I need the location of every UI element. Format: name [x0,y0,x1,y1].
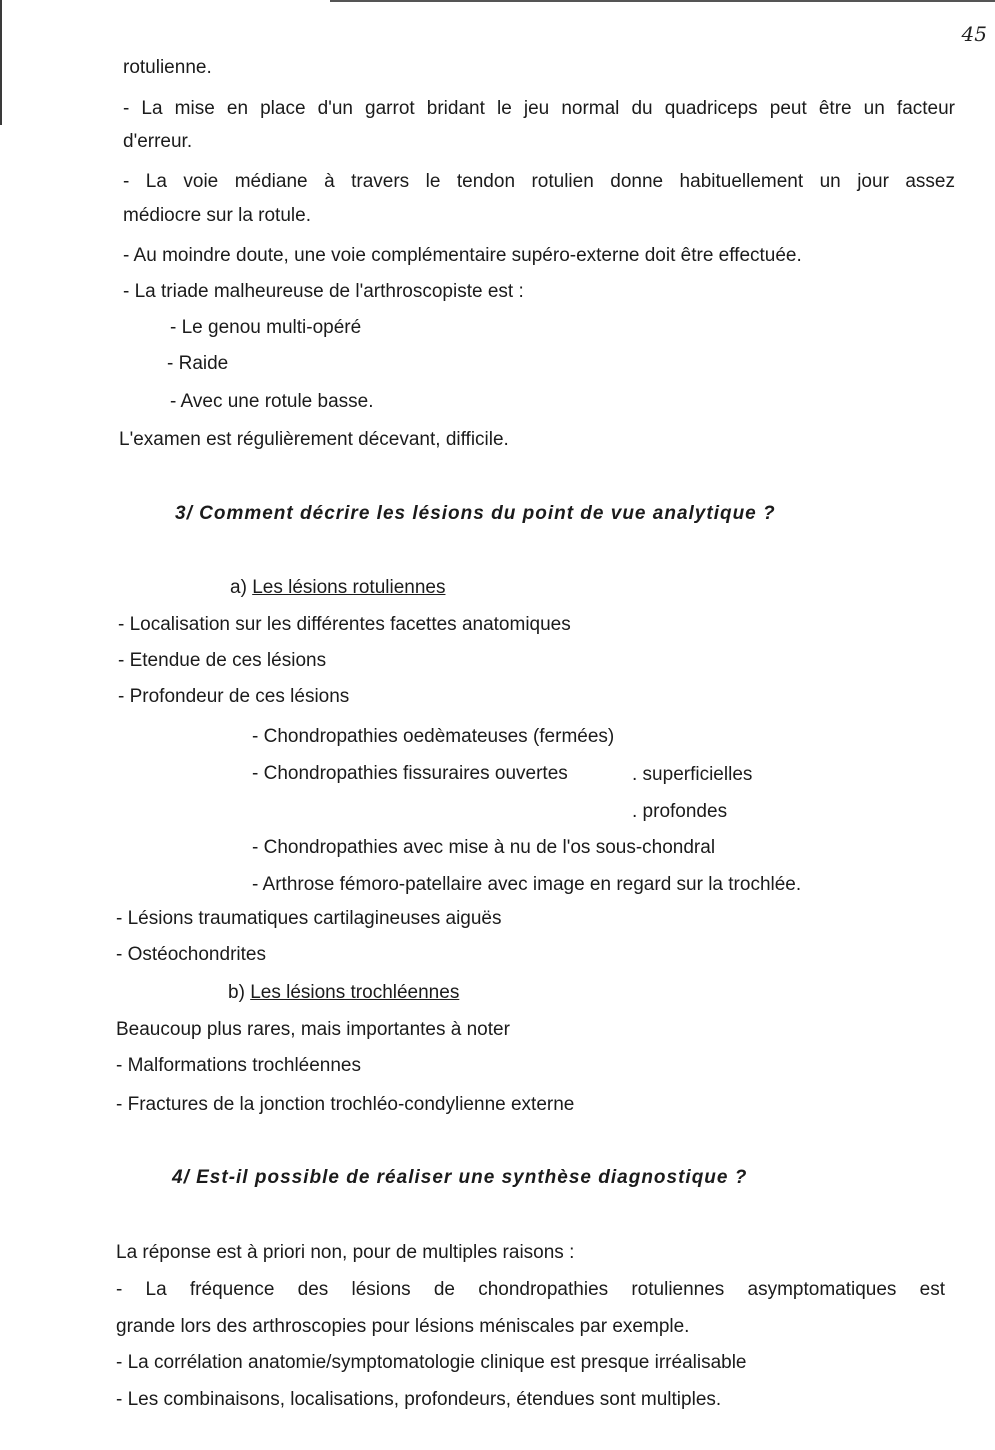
section-4-heading: 4/ Est-il possible de réaliser une synthèse diagnostique ? [172,1167,748,1188]
intro-line-7: - La triade malheureuse de l'arthroscopiste est : [123,281,524,302]
triad-item-2: - Raide [167,353,229,374]
list-item: - Fractures de la jonction trochléo-condylienne externe [116,1094,575,1115]
subsection-b-prefix: b) [228,982,251,1003]
list-item: Beaucoup plus rares, mais importantes à noter [116,1019,510,1040]
page-number: 45 [961,22,987,46]
list-item: - Profondeur de ces lésions [118,686,350,707]
paragraph-line: La réponse est à priori non, pour de multiples raisons : [116,1242,575,1263]
list-item: - Localisation sur les différentes facettes anatomiques [118,614,571,635]
intro-line-2: - La mise en place d'un garrot bridant le jeu normal du quadriceps peut être un facteur [123,98,955,119]
subsection-b-heading [228,981,459,1005]
subsection-b-title: Les lésions trochléennes [250,982,460,1003]
depth-subitem: . superficielles [632,764,753,785]
depth-item: - Chondropathies avec mise à nu de l'os sous-chondral [252,837,716,858]
intro-line-1: rotulienne. [123,57,212,78]
triad-item-3: - Avec une rotule basse. [170,391,374,412]
scan-edge-mark [0,0,2,125]
intro-line-6: - Au moindre doute, une voie complémentaire supéro-externe doit être effectuée. [123,245,802,266]
intro-line-3: d'erreur. [123,131,193,152]
list-item: - Malformations trochléennes [116,1055,361,1076]
intro-line-5: médiocre sur la rotule. [123,205,311,226]
paragraph-line: grande lors des arthroscopies pour lésions méniscales par exemple. [116,1316,690,1337]
depth-subitem: . profondes [632,801,728,822]
depth-item: - Arthrose fémoro-patellaire avec image en regard sur la trochlée. [252,874,802,895]
subsection-a-heading [230,576,445,600]
subsection-a-prefix: a) [230,577,253,598]
intro-line-4: - La voie médiane à travers le tendon rotulien donne habituellement un jour assez [123,171,955,192]
intro-conclusion: L'examen est régulièrement décevant, difficile. [119,429,509,450]
section-3-heading: 3/ Comment décrire les lésions du point de vue analytique ? [175,503,776,524]
paragraph-line: - La corrélation anatomie/symptomatologie clinique est presque irréalisable [116,1352,747,1373]
depth-item: - Chondropathies fissuraires ouvertes [252,763,568,784]
subsection-a-title: Les lésions rotuliennes [252,577,446,598]
list-item: - Lésions traumatiques cartilagineuses aiguës [116,908,502,929]
paragraph-line: - Les combinaisons, localisations, profondeurs, étendues sont multiples. [116,1389,722,1410]
depth-item: - Chondropathies oedèmateuses (fermées) [252,726,615,747]
list-item: - Ostéochondrites [116,944,266,965]
paragraph-line: - La fréquence des lésions de chondropathies rotuliennes asymptomatiques est [116,1279,945,1300]
list-item: - Etendue de ces lésions [118,650,327,671]
triad-item-1: - Le genou multi-opéré [170,317,362,338]
top-rule [330,0,995,2]
